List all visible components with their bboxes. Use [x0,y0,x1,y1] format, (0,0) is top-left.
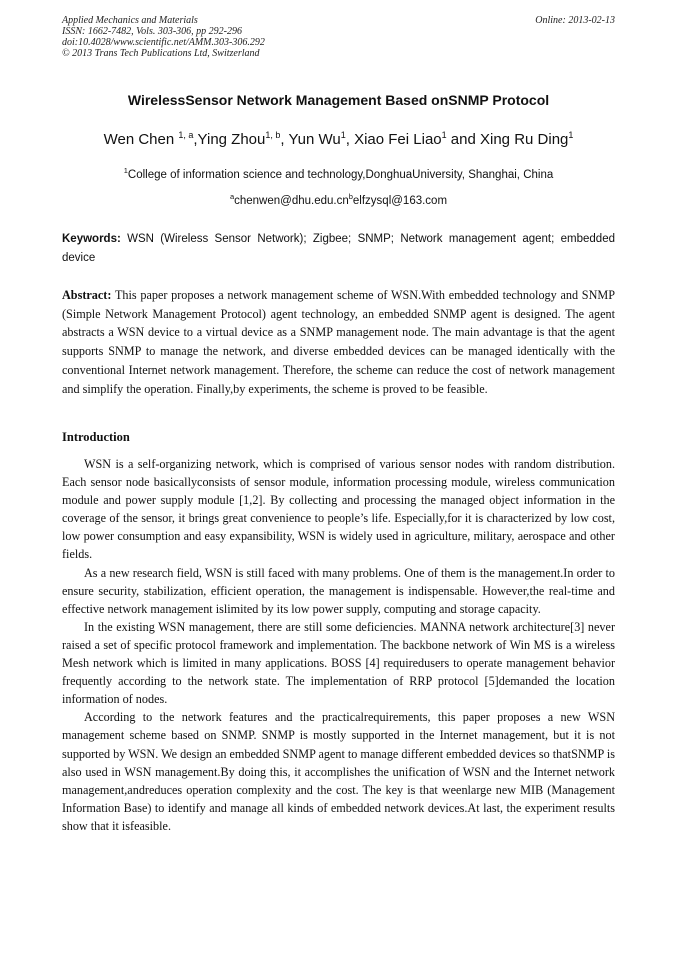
email-line [62,192,615,207]
author-name: and Xing Ru Ding [446,131,569,148]
abstract-label: Abstract: [62,288,112,302]
abstract-block [62,286,615,398]
email-superscript: a [229,192,235,201]
issn-line: ISSN: 1662-7482, Vols. 303-306, pp 292-296 [62,26,242,37]
keywords-block [62,230,615,268]
section-heading-introduction: Introduction [62,430,130,444]
abstract-text: This paper proposes a network management scheme of WSN.With embedded technology and SNMP (Simple Network Management Protocol) agent technology, an embedded SNMP agent is designed. The agent abstracts a WSN device to a virtual device as a SNMP management node. The main advantage is that the agent supports SNMP to manage the network, and diverse embedded devices can be managed identically with the conventional Internet network management. Therefore, the scheme can reduce the cost of network management and simplify the operation. Finally,by experiments, the scheme is proved to be feasible. [62,288,615,396]
author-list [62,130,615,148]
paragraph: In the existing WSN management, there are still some deficiencies. MANNA network architecture[3] never raised a set of specific protocol framework and implementation. The backbone network of Win MS is a wireless Mesh network which is limited in many applications. BOSS [4] requiredusers to operate management behavior frequently according to the network state. The implementation of RRP protocol [5]demanded the location information of nodes. [62,619,615,707]
author-superscript: 1, b [265,130,281,140]
email-superscript: b [348,192,353,201]
affiliation [62,166,615,181]
author-name: ,Ying Zhou [193,131,266,148]
affiliation-text: College of information science and technology,DonghuaUniversity, Shanghai, China [127,168,554,181]
paragraph: According to the network features and the practicalrequirements, this paper proposes a new WSN management scheme based on SNMP. SNMP is mostly supported in the Internet management, but it is not supported by WSN. We design an embedded SNMP agent to manage different embedded devices so thatSNMP is also used in WSN management.By doing this, it accomplishes the unification of WSN and the Internet network management,andreduces operation complexity and the cost. The key is that weenlarge new MIB (Management Information Base) to identify and manage all kinds of embedded network devices.At last, the experiment results show that it isfeasible. [62,710,615,833]
paper-title: WirelessSensor Network Management Based onSNMP Protocol [127,92,550,108]
doi-line: doi:10.4028/www.scientific.net/AMM.303-306.292 [62,37,265,48]
email-address: elfzysql@163.com [352,194,448,207]
affiliation-superscript: 1 [123,166,128,175]
keywords-text: WSN (Wireless Sensor Network); Zigbee; SNMP; Network management agent; embedded device [62,233,615,264]
author-superscript: 1 [441,130,447,140]
paragraph: WSN is a self-organizing network, which is comprised of various sensor nodes with random distribution. Each sensor node basicallyconsists of sensor module, information processing module, wireless communication module and power supply module [1,2]. By collecting and processing the managed object information in the coverage of the sensor, it brings great convenience to people’s life. Especially,for it is characterized by low cost, low power consumption and easy expansibility, WSN is widely used in agriculture, military, aerospace and other fields. [62,457,615,562]
keywords-label: Keywords: [62,233,121,245]
introduction-body [62,455,615,835]
journal-header [62,15,615,59]
journal-name: Applied Mechanics and Materials [62,15,198,26]
author-superscript: 1, a [178,130,194,140]
author-name: , Xiao Fei Liao [345,131,442,148]
email-address: chenwen@dhu.edu.cn [234,194,349,207]
author-name: Wen Chen [103,131,179,148]
copyright-line: © 2013 Trans Tech Publications Ltd, Switzerland [62,48,260,59]
author-superscript: 1 [340,130,346,140]
online-date: Online: 2013-02-13 [535,15,615,26]
author-superscript: 1 [568,130,574,140]
paragraph: As a new research field, WSN is still faced with many problems. One of them is the management.In order to ensure security, stabilization, efficient operation, the management is indispensable. However,the real-time and effective network management islimited by its low power supply, computing and storage capacity. [62,565,615,616]
author-name: , Yun Wu [280,131,341,148]
